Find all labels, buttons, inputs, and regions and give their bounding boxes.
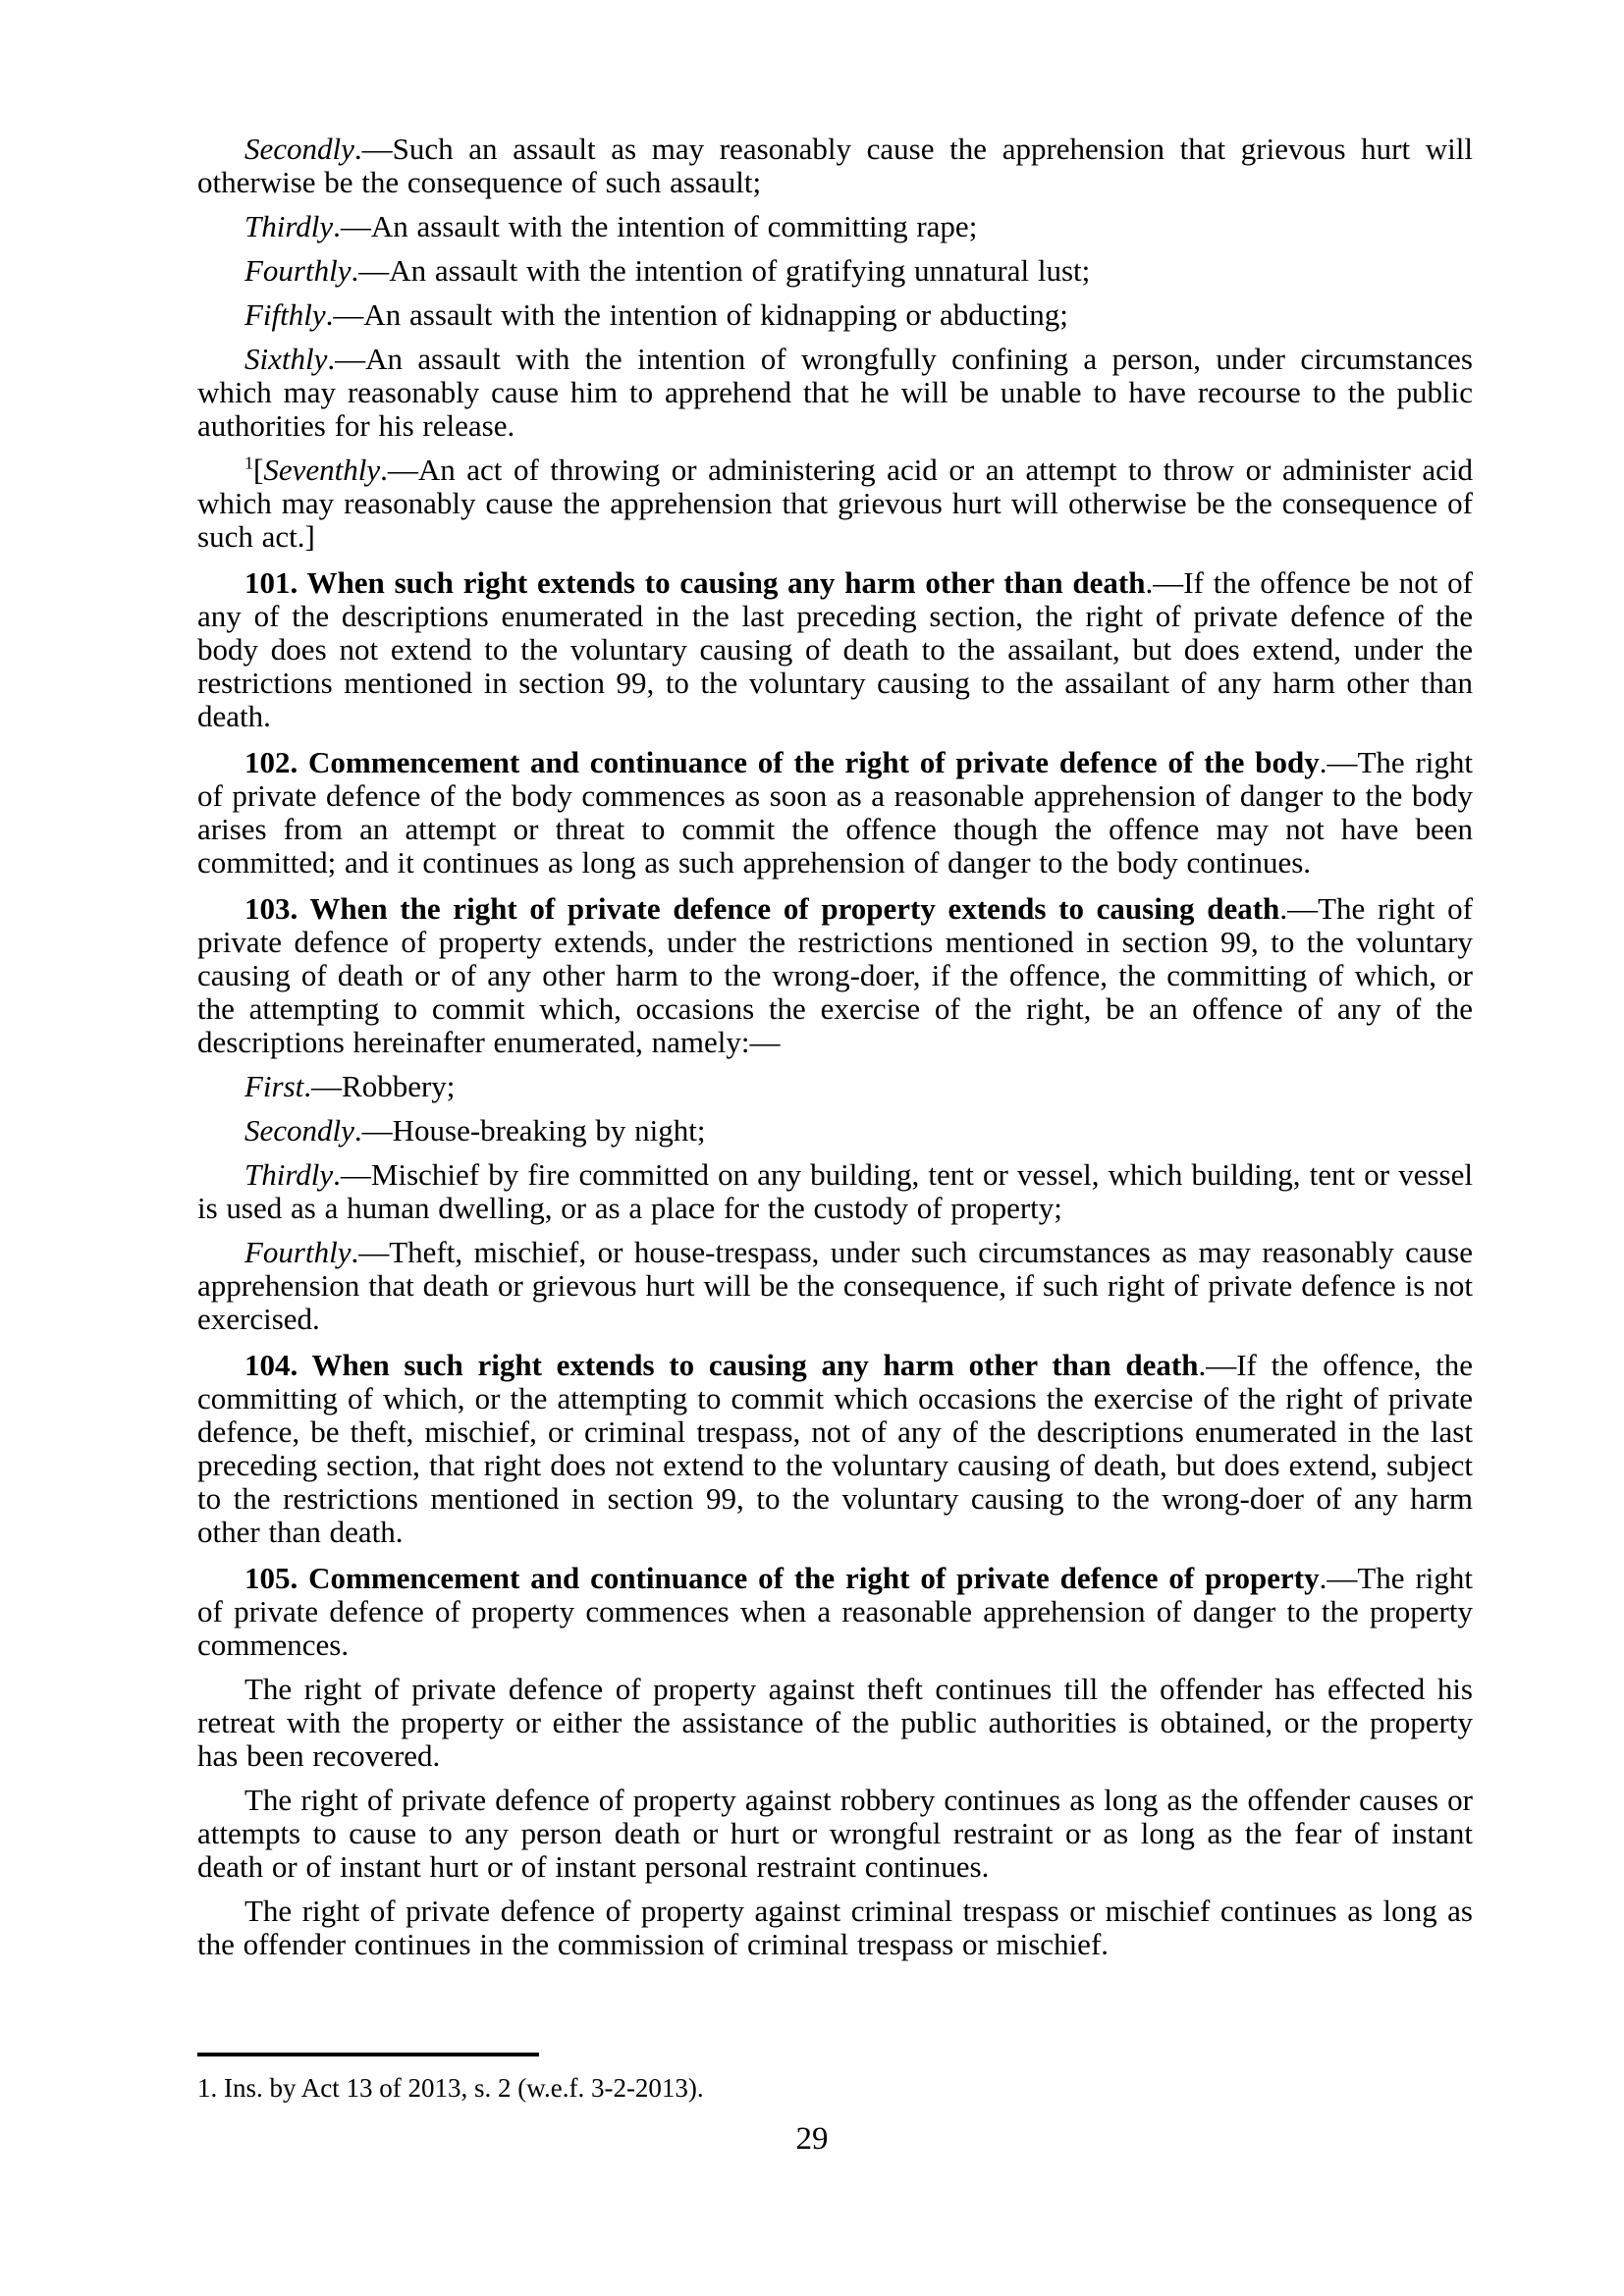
paragraph-text: Mischief by fire committed on any building, tent or vessel, which building, tent or vessel is used as a human dwelling, or as a place for the custody of property; <box>197 1157 1473 1225</box>
lead-separator: .— <box>380 453 418 487</box>
paragraph-text: If the offence be not of any of the descriptions enumerated in the last preceding section, the right of private defence of the body does not extend to the voluntary causing of death to the assailant, but does extend, under the restrictions mentioned in section 99, to the voluntary causing to the assailant of any harm other than death. <box>197 565 1474 733</box>
paragraph-text: An assault with the intention of wrongfully confining a person, under circumstances which may reasonably cause him to apprehend that he will be unable to have recourse to the public authorities for his release. <box>197 342 1473 443</box>
paragraph-lead: 101. When such right extends to causing any harm other than death <box>244 565 1146 600</box>
paragraph-text: The right of private defence of property extends, under the restrictions mentioned in section 99, to the voluntary causing of death or of any other harm to the wrong-doer, if the offence, the committing of which, or the attempting to commit which, occasions the exercise of the right, be an offence of any of the descriptions hereinafter enumerated, namely:— <box>197 891 1473 1059</box>
lead-separator: .— <box>1319 745 1358 779</box>
paragraph <box>197 1158 1473 1225</box>
paragraph <box>197 210 1473 243</box>
section-paragraph <box>197 1562 1473 1662</box>
paragraph <box>197 1784 1473 1884</box>
paragraph-lead: Thirdly <box>244 1157 334 1192</box>
paragraph <box>197 133 1473 199</box>
paragraph-text: If the offence, the committing of which, or the attempting to commit which occasions the exercise of the right of private defence, be theft, mischief, or criminal trespass, not of any of the descriptions enumerated in the last preceding section, that right does not extend to the voluntary causing of death, but does extend, subject to the restrictions mentioned in section 99, to the voluntary causing to the wrong-doer of any harm other than death. <box>197 1348 1473 1549</box>
lead-separator: .— <box>303 1069 343 1103</box>
paragraph <box>197 1070 1473 1103</box>
paragraph-lead: Seventhly <box>263 453 381 487</box>
section-paragraph <box>197 892 1473 1059</box>
paragraph <box>197 1114 1473 1148</box>
paragraph <box>197 1895 1473 1961</box>
lead-separator: .— <box>327 342 366 376</box>
lead-separator: .— <box>351 253 390 288</box>
lead-separator: .— <box>1319 1561 1358 1595</box>
lead-separator: .— <box>1145 565 1184 600</box>
paragraph-lead: Fifthly <box>244 297 326 332</box>
lead-separator: .— <box>353 1113 393 1148</box>
paragraph-lead: 102. Commencement and continuance of the right of private defence of the body <box>244 745 1320 779</box>
footnote-text: 1. Ins. by Act 13 of 2013, s. 2 (w.e.f. 3-2-2013). <box>197 2073 704 2103</box>
lead-separator: .— <box>351 1235 390 1269</box>
paragraph-text: Such an assault as may reasonably cause the apprehension that grievous hurt will otherwise be the consequence of such assault; <box>197 132 1473 199</box>
section-paragraph <box>197 746 1473 880</box>
paragraph <box>197 254 1473 288</box>
paragraph-text: Robbery; <box>342 1069 456 1103</box>
footnote-ref-mark: 1 <box>244 453 253 473</box>
paragraph-text: House-breaking by night; <box>392 1113 706 1148</box>
paragraph-text: Theft, mischief, or house-trespass, under such circumstances as may reasonably cause apprehension that death or grievous hurt will be the consequence, if such right of private defence is not exercised. <box>197 1235 1473 1336</box>
paragraph-lead: Fourthly <box>244 1235 352 1269</box>
paragraph-lead: First <box>244 1069 304 1103</box>
paragraph-text: The right of private defence of property against criminal trespass or mischief continues as long as the offender continues in the commission of criminal trespass or mischief. <box>197 1894 1473 1961</box>
paragraph-text: An assault with the intention of kidnapping or abducting; <box>363 297 1068 332</box>
paragraph-lead: Secondly <box>244 1113 354 1148</box>
paragraph-lead: Sixthly <box>244 342 328 376</box>
paragraph-text: The right of private defence of the body commences as soon as a reasonable apprehension of danger to the body arises from an attempt or threat to commit the offence though the offence may not have been committed; and it continues as long as such apprehension of danger to the body continues. <box>197 745 1473 880</box>
bracket: [ <box>252 453 264 487</box>
paragraph-text: An act of throwing or administering acid or an attempt to throw or administer acid which may reasonably cause the apprehension that grievous hurt will otherwise be the consequence of such act.] <box>197 453 1473 554</box>
document-body <box>197 122 1473 1961</box>
paragraph-text: An assault with the intention of gratifying unnatural lust; <box>389 253 1091 288</box>
paragraph-lead: 103. When the right of private defence of property extends to causing death <box>244 891 1280 926</box>
section-paragraph <box>197 566 1473 733</box>
lead-separator: .— <box>1279 891 1319 926</box>
paragraph-text: The right of private defence of property against robbery continues as long as the offender causes or attempts to cause to any person death or hurt or wrongful restraint or as long as the fear of instant death or of instant hurt or of instant personal restraint continues. <box>197 1783 1473 1884</box>
paragraph-text: The right of private defence of property commences when a reasonable apprehension of danger to the property commences. <box>197 1561 1473 1662</box>
paragraph-text: An assault with the intention of committing rape; <box>370 209 978 243</box>
paragraph <box>197 454 1473 554</box>
paragraph-text: The right of private defence of property against theft continues till the offender has effected his retreat with the property or either the assistance of the public authorities is obtained, or the property has been recovered. <box>197 1672 1473 1773</box>
lead-separator: .— <box>1198 1348 1237 1382</box>
paragraph-lead: Secondly <box>244 132 354 166</box>
page-number: 29 <box>795 2121 829 2157</box>
lead-separator: .— <box>333 1157 371 1192</box>
paragraph <box>197 298 1473 332</box>
paragraph <box>197 1236 1473 1336</box>
section-paragraph <box>197 1349 1473 1549</box>
paragraph-lead: Thirdly <box>244 209 334 243</box>
lead-separator: .— <box>325 297 364 332</box>
paragraph-lead: 105. Commencement and continuance of the right of private defence of property <box>244 1561 1320 1595</box>
footnote-rule <box>197 2053 539 2056</box>
paragraph-lead: 104. When such right extends to causing any harm other than death <box>244 1348 1199 1382</box>
paragraph <box>197 343 1473 443</box>
paragraph-lead: Fourthly <box>244 253 352 288</box>
paragraph <box>197 1673 1473 1773</box>
lead-separator: .— <box>353 132 393 166</box>
lead-separator: .— <box>333 209 371 243</box>
page-footer <box>197 2053 1473 2104</box>
